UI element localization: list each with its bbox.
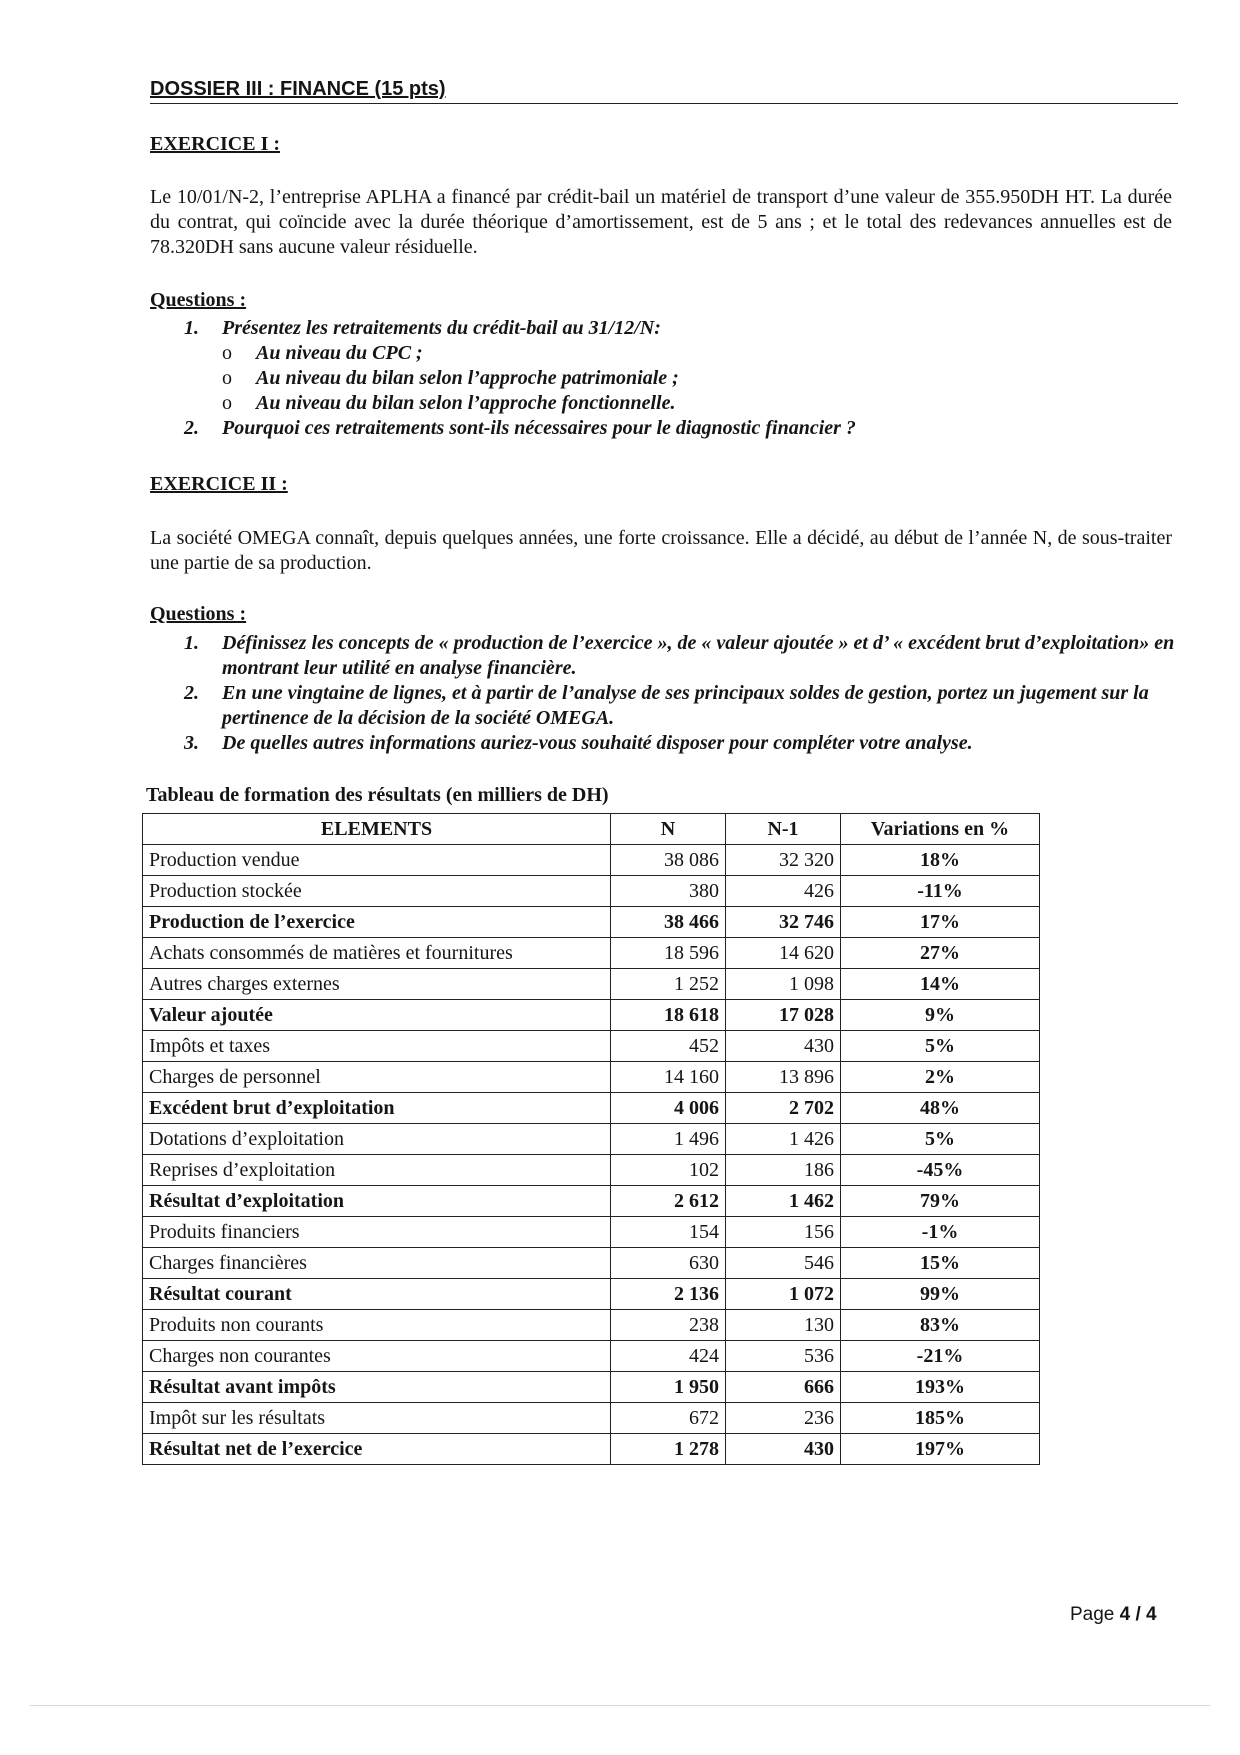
cell-n-1: 546 — [726, 1248, 841, 1279]
cell-n-1: 666 — [726, 1372, 841, 1403]
circle-bullet-icon: o — [222, 342, 232, 364]
question-item — [150, 681, 1180, 731]
cell-variation: -1% — [841, 1217, 1040, 1248]
exercice-1-statement: Le 10/01/N-2, l’entreprise APLHA a financé par crédit-bail un matériel de transport d’une valeur de 355.950DH HT. La durée du contrat, qui coïncide avec la durée théorique d’amortissement, est de 5 ans ; et le total des redevances annuelles est de 78.320DH sans aucune valeur résiduelle. — [150, 186, 1172, 258]
cell-element: Charges non courantes — [143, 1341, 611, 1372]
cell-variation: 5% — [841, 1031, 1040, 1062]
sub-question-item — [150, 366, 1180, 391]
table-row — [143, 969, 1040, 1000]
sub-question-item — [150, 391, 1180, 416]
cell-n-1: 1 098 — [726, 969, 841, 1000]
cell-n-1: 426 — [726, 876, 841, 907]
cell-n-1: 1 426 — [726, 1124, 841, 1155]
cell-n-1: 536 — [726, 1341, 841, 1372]
table-row — [143, 1124, 1040, 1155]
cell-n: 424 — [611, 1341, 726, 1372]
cell-variation: 15% — [841, 1248, 1040, 1279]
page-number: Page 4 / 4 — [1070, 1604, 1157, 1625]
question-item — [150, 416, 1180, 441]
bottom-divider — [30, 1705, 1210, 1706]
cell-n: 380 — [611, 876, 726, 907]
cell-n: 38 086 — [611, 845, 726, 876]
cell-variation: 2% — [841, 1062, 1040, 1093]
cell-element: Excédent brut d’exploitation — [143, 1093, 611, 1124]
table-row — [143, 907, 1040, 938]
cell-n: 672 — [611, 1403, 726, 1434]
cell-variation: -45% — [841, 1155, 1040, 1186]
table-row — [143, 845, 1040, 876]
cell-n: 4 006 — [611, 1093, 726, 1124]
cell-n-1: 430 — [726, 1434, 841, 1465]
table-body — [143, 845, 1040, 1465]
cell-element: Production stockée — [143, 876, 611, 907]
sub-question-text: Au niveau du bilan selon l’approche patrimoniale ; — [256, 367, 679, 389]
question-text: En une vingtaine de lignes, et à partir de l’analyse de ses principaux soldes de gestion, portez un jugement sur la pertinence de la décision de la société OMEGA. — [222, 682, 1149, 729]
exercice-1-title: EXERCICE I : — [150, 133, 281, 155]
table-row — [143, 1403, 1040, 1434]
cell-variation: -11% — [841, 876, 1040, 907]
table-row — [143, 1062, 1040, 1093]
cell-n-1: 236 — [726, 1403, 841, 1434]
circle-bullet-icon: o — [222, 367, 232, 389]
cell-element: Production vendue — [143, 845, 611, 876]
cell-variation: 197% — [841, 1434, 1040, 1465]
cell-element: Produits financiers — [143, 1217, 611, 1248]
cell-element: Reprises d’exploitation — [143, 1155, 611, 1186]
exercice-2-questions-label: Questions : — [150, 603, 247, 625]
question-item — [150, 631, 1180, 681]
cell-variation: 79% — [841, 1186, 1040, 1217]
question-number: 1. — [184, 632, 199, 654]
cell-variation: 193% — [841, 1372, 1040, 1403]
cell-n: 2 136 — [611, 1279, 726, 1310]
cell-element: Charges de personnel — [143, 1062, 611, 1093]
cell-element: Résultat avant impôts — [143, 1372, 611, 1403]
table-row — [143, 1031, 1040, 1062]
cell-element: Produits non courants — [143, 1310, 611, 1341]
cell-n-1: 430 — [726, 1031, 841, 1062]
cell-element: Impôts et taxes — [143, 1031, 611, 1062]
cell-variation: -21% — [841, 1341, 1040, 1372]
question-item — [150, 316, 1180, 341]
cell-element: Résultat net de l’exercice — [143, 1434, 611, 1465]
cell-variation: 48% — [841, 1093, 1040, 1124]
cell-n: 38 466 — [611, 907, 726, 938]
question-text: De quelles autres informations auriez-vous souhaité disposer pour compléter votre analyse. — [222, 732, 973, 754]
column-header-n-1: N-1 — [726, 814, 841, 845]
cell-variation: 18% — [841, 845, 1040, 876]
cell-n-1: 130 — [726, 1310, 841, 1341]
cell-variation: 185% — [841, 1403, 1040, 1434]
cell-n-1: 156 — [726, 1217, 841, 1248]
cell-n: 18 596 — [611, 938, 726, 969]
table-row — [143, 1248, 1040, 1279]
table-row — [143, 1372, 1040, 1403]
cell-n: 18 618 — [611, 1000, 726, 1031]
table-row — [143, 1155, 1040, 1186]
exercice-1-questions — [150, 316, 1180, 441]
cell-element: Impôt sur les résultats — [143, 1403, 611, 1434]
cell-element: Valeur ajoutée — [143, 1000, 611, 1031]
cell-n-1: 1 072 — [726, 1279, 841, 1310]
cell-variation: 83% — [841, 1310, 1040, 1341]
table-row — [143, 1279, 1040, 1310]
cell-n: 2 612 — [611, 1186, 726, 1217]
column-header-variations: Variations en % — [841, 814, 1040, 845]
cell-n-1: 186 — [726, 1155, 841, 1186]
sub-question-text: Au niveau du CPC ; — [256, 342, 423, 364]
cell-n-1: 1 462 — [726, 1186, 841, 1217]
column-header-elements: ELEMENTS — [143, 814, 611, 845]
cell-variation: 5% — [841, 1124, 1040, 1155]
cell-n: 1 252 — [611, 969, 726, 1000]
cell-element: Résultat courant — [143, 1279, 611, 1310]
cell-n-1: 32 320 — [726, 845, 841, 876]
question-number: 2. — [184, 417, 199, 439]
cell-n: 102 — [611, 1155, 726, 1186]
cell-element: Autres charges externes — [143, 969, 611, 1000]
cell-variation: 9% — [841, 1000, 1040, 1031]
table-row — [143, 1186, 1040, 1217]
cell-variation: 14% — [841, 969, 1040, 1000]
cell-n: 630 — [611, 1248, 726, 1279]
table-row — [143, 1217, 1040, 1248]
cell-n: 14 160 — [611, 1062, 726, 1093]
sub-question-item — [150, 341, 1180, 366]
table-row — [143, 1341, 1040, 1372]
dossier-title: DOSSIER III : FINANCE (15 pts) — [150, 78, 1178, 104]
cell-element: Achats consommés de matières et fournitures — [143, 938, 611, 969]
cell-element: Dotations d’exploitation — [143, 1124, 611, 1155]
cell-variation: 27% — [841, 938, 1040, 969]
cell-n: 154 — [611, 1217, 726, 1248]
cell-n: 1 496 — [611, 1124, 726, 1155]
table-row — [143, 1093, 1040, 1124]
question-number: 3. — [184, 732, 199, 754]
exercice-2-title: EXERCICE II : — [150, 473, 288, 495]
cell-n: 452 — [611, 1031, 726, 1062]
table-row — [143, 938, 1040, 969]
cell-element: Production de l’exercice — [143, 907, 611, 938]
cell-element: Résultat d’exploitation — [143, 1186, 611, 1217]
cell-n-1: 32 746 — [726, 907, 841, 938]
question-text: Pourquoi ces retraitements sont-ils nécessaires pour le diagnostic financier ? — [222, 417, 856, 439]
results-table — [142, 813, 1040, 1465]
cell-n-1: 2 702 — [726, 1093, 841, 1124]
exercice-2-questions — [150, 631, 1180, 756]
exercice-1-questions-label: Questions : — [150, 289, 247, 311]
cell-n: 238 — [611, 1310, 726, 1341]
cell-n-1: 17 028 — [726, 1000, 841, 1031]
cell-n-1: 14 620 — [726, 938, 841, 969]
column-header-n: N — [611, 814, 726, 845]
sub-question-text: Au niveau du bilan selon l’approche fonctionnelle. — [256, 392, 676, 414]
question-item — [150, 731, 1180, 756]
table-header-row — [143, 814, 1040, 845]
cell-variation: 17% — [841, 907, 1040, 938]
exercice-2-statement: La société OMEGA connaît, depuis quelques années, une forte croissance. Elle a décidé, au début de l’année N, de sous-traiter une partie de sa production. — [150, 527, 1172, 574]
table-row — [143, 1000, 1040, 1031]
question-number: 1. — [184, 317, 199, 339]
cell-element: Charges financières — [143, 1248, 611, 1279]
table-row — [143, 876, 1040, 907]
question-text: Présentez les retraitements du crédit-bail au 31/12/N: — [222, 317, 661, 339]
table-row — [143, 1310, 1040, 1341]
table-caption: Tableau de formation des résultats (en milliers de DH) — [146, 784, 609, 806]
cell-variation: 99% — [841, 1279, 1040, 1310]
question-text: Définissez les concepts de « production de l’exercice », de « valeur ajoutée » et d’ « excédent brut d’exploitation» en montrant leur utilité en analyse financière. — [222, 632, 1175, 679]
cell-n: 1 278 — [611, 1434, 726, 1465]
cell-n-1: 13 896 — [726, 1062, 841, 1093]
table-row — [143, 1434, 1040, 1465]
question-number: 2. — [184, 682, 199, 704]
cell-n: 1 950 — [611, 1372, 726, 1403]
circle-bullet-icon: o — [222, 392, 232, 414]
